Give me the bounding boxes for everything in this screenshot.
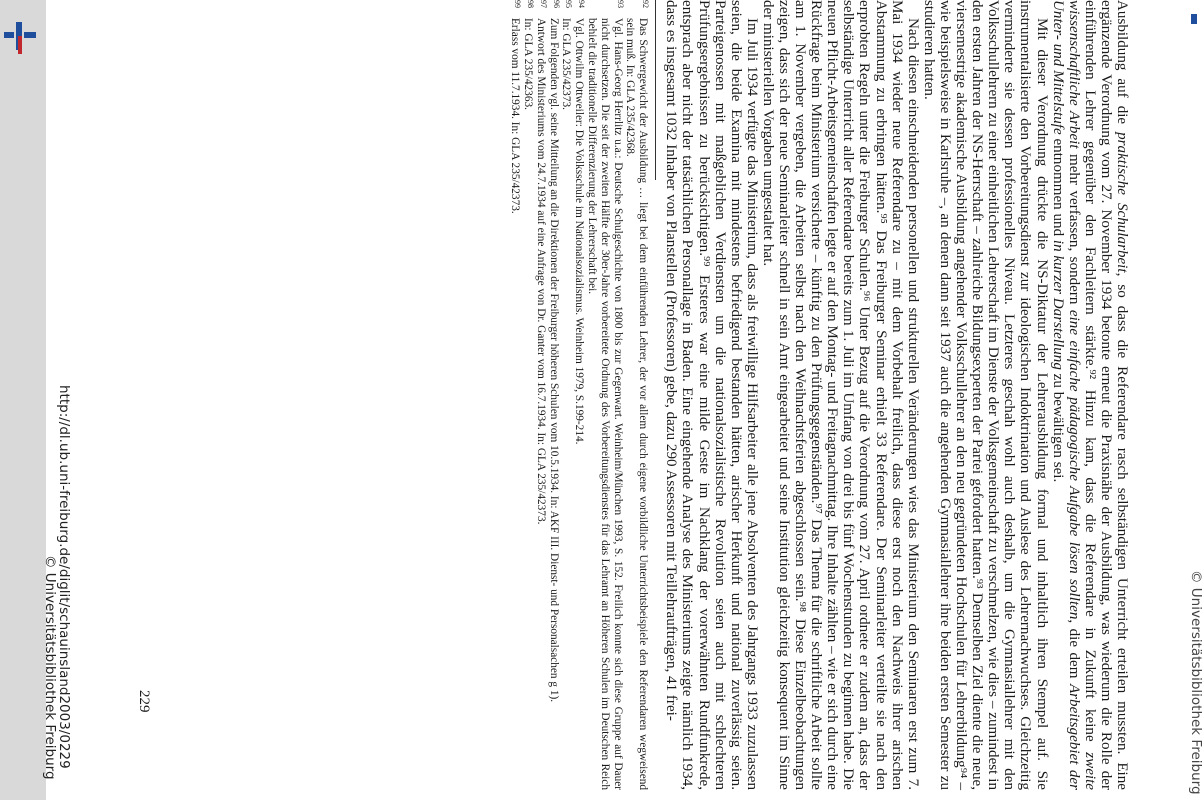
copyright-notice: © Universitätsbibliothek Freiburg bbox=[42, 555, 58, 780]
footnote bbox=[573, 0, 586, 790]
paragraph-1-run: mehr verfassen, sondern bbox=[1065, 148, 1082, 310]
footnote-number: 97 bbox=[538, 0, 548, 8]
paragraph-4: Im Juli 1934 verfügte das Ministerium, dass als freiwillige Hilfsarbeiter alle jene Absolventen des Jahrgangs 1933 zuzulassen seien, die beide Examina mit mindestens befriedigend bestanden hätten, arischer Herkunft und national zuverlässig seien. Parteigenossen mit maßgeblichen Verdiensten um die nationalsozialistische Revolution seien auch mit schlechteren Prüfungsergebnissen zu berücksichtigen.⁹⁹ Ersteres war eine milde Geste im Nachklang der vorerwähnten Rundfunkrede, entsprach aber nicht der tatsächlichen Personallage in Baden. Eine eingehende Analyse des Ministeriums zeigte nämlich 1934, dass es insgesamt 1032 Inhaber von Planstellen (Professoren) gebe, dazu 290 Assessoren mit Teillehraufträgen, 41 frei- bbox=[663, 0, 760, 790]
footnote-number: 98 bbox=[526, 0, 536, 8]
footnote-text: Zum Folgenden vgl. seine Mitteilung an die Direktionen der Freiburger höheren Schulen vom 10.5.1934. In: AKF III. Dienst- und Personalsachen g 1). bbox=[547, 18, 560, 703]
paragraph-2: Mit dieser Verordnung drückte die NS-Diktatur der Lehrerausbildung formal und inhaltlich ihren Stempel auf. Sie instrumentalisierte den Vorbereitungsdienst zur ideologischen Indoktrination und Auslese des Lehrernachwuchses. Gleichzeitig verminderte sie dessen professionelles Niveau. Letzteres geschah wohl auch deshalb, um die Gymnasiallehrer mit den Volksschullehrern zu einer einheitlichen Lehrerschaft im Dienste der Volksgemeinschaft zu verschmelzen, wie dies – zumindest in den ersten Jahren der NS-Herrschaft – zahlreiche Bildungsexperten der Partei gefordert hatten.⁹³ Demselben Ziel diente die neue, viersemestrige akademische Ausbildung angehender Volksschullehrer an den neu gegründeten Hochschulen für Lehrerbildung⁹⁴ – wie beispielsweise in Karlsruhe –, an denen dann seit 1937 auch die angehenden Gymnasiallehrer ihre beiden ersten Semester zu studieren hatten. bbox=[920, 0, 1050, 790]
footnote-text: Vgl. Hans-Georg Herrlitz u.a.: Deutsche Schulgeschichte von 1800 bis zur Gegenwart. Weinheim/München 1993, S. 152. Freilich konnte sich diese Gruppe auf Dauer nicht durchsetzen. Die seit der zweiten Hälfte der 30er-Jahre vorbereitete Ordnung des Vorbereitungsdienstes für das Lehramt an Höheren Schulen im Deutschen Reich behielt die traditionelle Differenzierung der Lehrerschaft bei. bbox=[586, 18, 624, 790]
footnote-text: Das Schwergewicht der Ausbildung … liegt bei dem einführenden Lehrer, der vor allem durch eigene vorbildliche Unterrichtsbeispiele den Referendaren wegweisend sein muß. In: GLA 235/42368. bbox=[624, 18, 650, 790]
footnote bbox=[509, 0, 522, 790]
footnote-divider bbox=[655, 0, 656, 180]
footnote bbox=[624, 0, 650, 790]
footnote-text: In: GLA 235/42373. bbox=[560, 18, 573, 110]
footnote bbox=[534, 0, 547, 790]
footnote bbox=[547, 0, 560, 790]
copyright-top-cut: © Universitätsbibliothek Freiburg bbox=[1188, 570, 1204, 795]
rotated-page bbox=[42, 0, 1204, 800]
footnote bbox=[585, 0, 623, 790]
paragraph-1-run: , so dass die Referendare rasch selbständigen Unterricht erteilen mussten. Eine ergänzende Verordnung vom 27. November 1934 betonte erneut die Praxisnähe der Ausbildung, was wiederum die Rolle der einführenden Lehrer gegenüber den Fachleitern stärkte.⁹² Hinzu kam, dass die Referendare in Zukunft keine bbox=[1081, 0, 1130, 791]
paragraph-1-run: , die dem bbox=[1065, 619, 1082, 684]
paragraph-1-run: Arbeitsgebiet der Unter- und Mittelstufe bbox=[1049, 0, 1082, 790]
paragraph-1-run: praktische Schularbeit bbox=[1114, 132, 1130, 273]
footnote-number: 93 bbox=[615, 0, 625, 8]
footnote-number: 94 bbox=[577, 0, 587, 8]
paragraph-1 bbox=[1050, 0, 1130, 790]
page-url[interactable]: http://dl.ub.uni-freiburg.de/diglit/schauinsland2003/0229 bbox=[56, 385, 72, 769]
library-logo-icon bbox=[0, 14, 40, 54]
paragraph-3: Nach diesen einschneidenden personellen und strukturellen Veränderungen wies das Ministerium den Seminaren erst zum 7. Mai 1934 wieder neue Referendare zu – mit dem Vorbehalt freilich, dass diese erst noch den Nachweis ihrer arischen Abstammung zu erbringen hätten.⁹⁵ Das Freiburger Seminar erhielt 33 Referendare. Der Seminarleiter verteilte sie nach den erprobten Regeln unter die Freiburger Schulen.⁹⁶ Unter Bezug auf die Verordnung vom 27. April ordnete er zudem an, dass der selbständige Unterricht aller Referendare bereits zum 1. Juli im Umfang von drei bis fünf Wochenstunden zu beginnen habe. Die neuen Pflicht-Arbeitsgemeinschaften legte er auf den Montag- und Freitagnachmittag. Ihre Inhalte zählten – wie er sich durch eine Rückfrage beim Ministerium versicherte – künftig zu den Prüfungsgegenständen.⁹⁷ Das Thema für die schriftliche Arbeit sollte am 1. November vergeben, die Arbeiten selbst nach den Weihnachtsferien abgeschlossen sein.⁹⁸ Diese Einzelbeobachtungen zeigen, dass sich der neue Seminarleiter schnell in sein Amt eingearbeitet und seine Institution gleichzeitig konsequent im Sinne der ministeriellen Vorgaben umgestaltet hat. bbox=[759, 0, 921, 790]
footnotes bbox=[509, 0, 650, 790]
footnote bbox=[560, 0, 573, 790]
paragraph-1-run: eine einfache pädagogische Aufgabe lösen sollten bbox=[1065, 309, 1082, 620]
paragraph-1-run: zweite wissenschaftliche Arbeit bbox=[1065, 0, 1098, 790]
page-number: 229 bbox=[136, 690, 152, 713]
paragraph-1-run: in kurzer Darstellung bbox=[1049, 239, 1066, 370]
footnote-number: 92 bbox=[641, 0, 651, 8]
paragraph-1-run: zu bewältigen sei. bbox=[1049, 369, 1066, 483]
footnote-text: Erlass vom 11.7.1934. In: GLA 235/42373. bbox=[509, 18, 522, 214]
paragraph-1-run: Ausbildung auf die bbox=[1114, 0, 1130, 133]
paragraph-1-run: entnommen und bbox=[1049, 134, 1066, 240]
footnote-text: In: GLA 235/42363. bbox=[522, 18, 535, 110]
page-body bbox=[509, 0, 1130, 790]
viewer-left-strip bbox=[0, 0, 46, 800]
footnote-number: 95 bbox=[564, 0, 574, 8]
footnote bbox=[521, 0, 534, 790]
footnote-text: Antwort des Ministeriums vom 24.7.1934 auf eine Anfrage von Dr. Ganter vom 16.7.1934. In: GLA 235/42373. bbox=[534, 18, 547, 525]
footnote-number: 96 bbox=[551, 0, 561, 8]
footnote-text: Vgl. Ottwilm Ottweiler: Die Volksschule im Nationalsozialismus. Weinheim 1979, S.199-214. bbox=[573, 18, 586, 445]
footnote-number: 99 bbox=[513, 0, 523, 8]
